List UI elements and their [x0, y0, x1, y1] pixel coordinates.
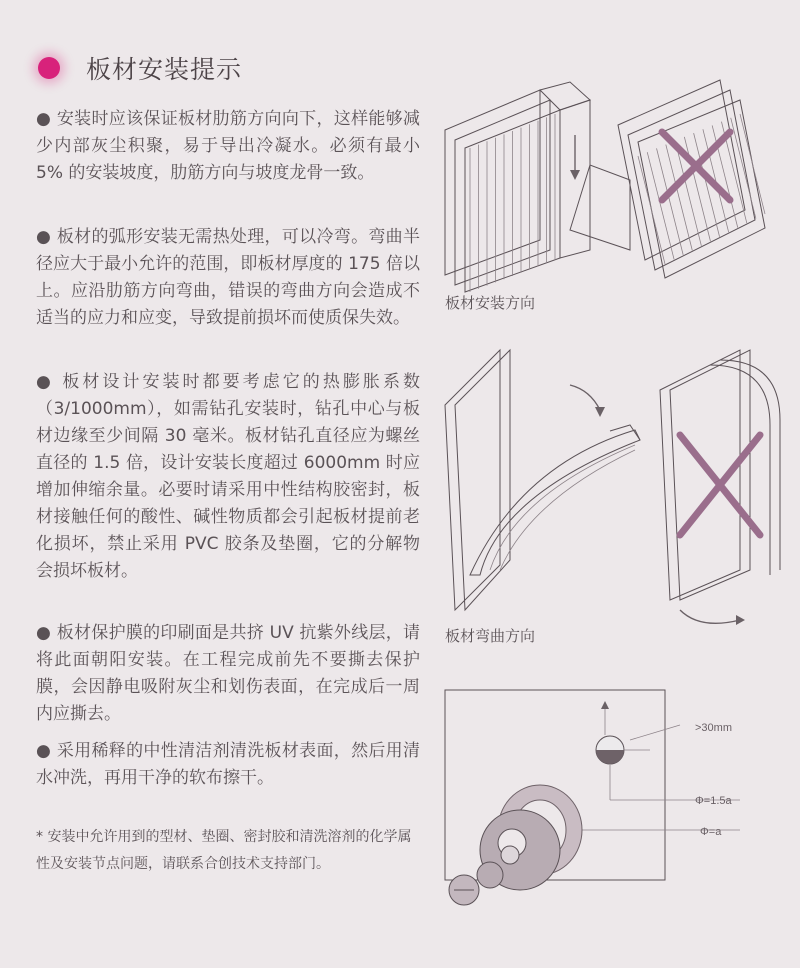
- bullet-dot-icon: [38, 57, 60, 79]
- wrong-bend-illustration: [660, 350, 780, 625]
- paragraph-rib-direction: ● 安装时应该保证板材肋筋方向向下，这样能够减少内部灰尘积聚，易于导出冷凝水。必须有最小 5% 的安装坡度，肋筋方向与坡度龙骨一致。: [36, 109, 420, 183]
- caption-install-direction: 板材安装方向: [445, 294, 536, 312]
- drilling-diagram: [440, 685, 760, 915]
- label-hole-ratio: Φ=1.5a: [695, 795, 732, 807]
- wrong-panel-illustration: [618, 80, 765, 278]
- install-direction-diagram: [440, 70, 770, 290]
- label-edge-distance: >30mm: [695, 722, 732, 734]
- paragraph-cold-bending: ● 板材的弧形安装无需热处理，可以冷弯。弯曲半径应大于最小允许的范围，即板材厚度的 175 倍以上。应沿肋筋方向弯曲，错误的弯曲方向会造成不适当的应力和应变，导致提前损坏而使质保失效。: [36, 227, 420, 328]
- paragraph-cleaning: ● 采用稀释的中性清洁剂清洗板材表面，然后用清水冲洗，再用干净的软布擦干。: [36, 741, 420, 788]
- caption-bend-direction: 板材弯曲方向: [445, 627, 536, 645]
- footnote: * 安装中允许用到的型材、垫圈、密封胶和清洗溶剂的化学属性及安装节点问题，请联系合创技术支持部门。: [36, 829, 412, 872]
- correct-bend-illustration: [445, 350, 640, 610]
- correct-panel-illustration: [445, 82, 630, 292]
- section-header: [30, 50, 242, 86]
- paragraph-thermal-expansion: ● 板材设计安装时都要考虑它的热膨胀系数（3/1000mm），如需钻孔安装时，钻孔中心与板材边缘至少间隔 30 毫米。板材钻孔直径应为螺丝直径的 1.5 倍，设计安装长度超过 6000mm 时应增加伸缩余量。必要时请采用中性结构胶密封，板材接触任何的酸性、碱性物质都会引起板材提前老化损坏，禁止采用 PVC 胶条及垫圈，它的分解物会损坏板材。: [36, 372, 420, 581]
- paragraph-protective-film: ● 板材保护膜的印刷面是共挤 UV 抗紫外线层，请将此面朝阳安装。在工程完成前先不要撕去保护膜，会因静电吸附灰尘和划伤表面，在完成后一周内应撕去。: [36, 623, 420, 724]
- page-title: 板材安装提示: [86, 55, 243, 84]
- bend-direction-diagram: [440, 345, 780, 635]
- label-screw-diameter: Φ=a: [700, 826, 722, 838]
